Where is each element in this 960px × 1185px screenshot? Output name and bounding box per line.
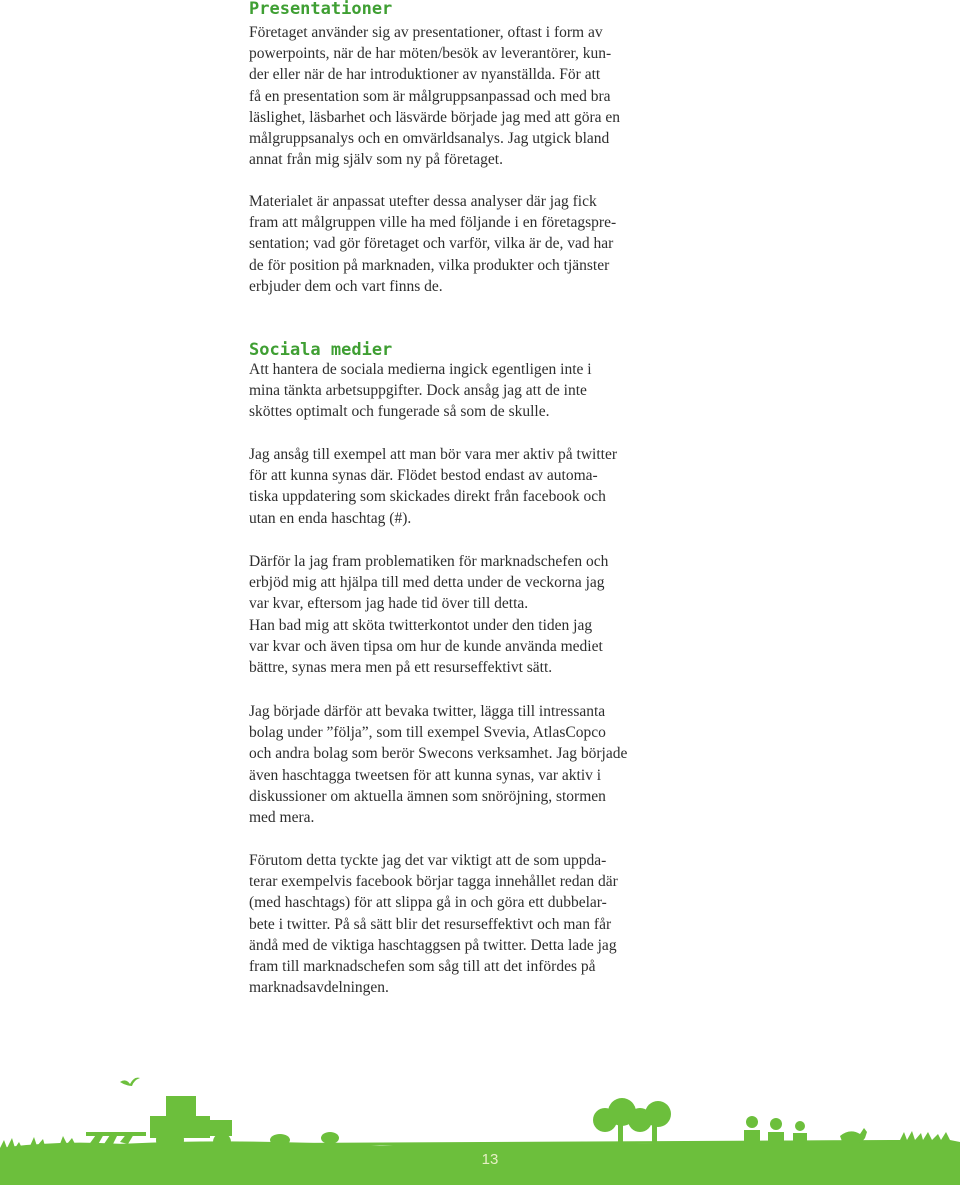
sheep-icon (270, 1134, 290, 1146)
paragraph (249, 551, 679, 678)
text-line: sentation; vad gör företaget och varför, vilka är de, vad har (249, 235, 614, 253)
paragraph (249, 22, 679, 170)
text-line: fram att målgruppen ville ha med följande i en företagspre- (249, 214, 617, 232)
text-line: Han bad mig att sköta twitterkontot under den tiden jag (249, 616, 593, 634)
text-line: erbjöd mig att hjälpa till med detta under de veckorna jag (249, 574, 605, 592)
paragraph (249, 359, 679, 423)
tree-cluster-icon (593, 1098, 671, 1142)
paragraph (249, 191, 679, 297)
paragraph (249, 701, 679, 828)
text-line: ändå med de viktiga haschtaggsen på twitter. Detta lade jag (249, 936, 617, 954)
text-line: der eller när de har introduktioner av nyanställda. För att (249, 66, 601, 84)
text-line: målgruppsanalys och en omvärldsanalys. Jag utgick bland (249, 130, 610, 148)
text-line: Förutom detta tyckte jag det var viktigt att de som uppda- (249, 852, 607, 869)
text-line: de för position på marknaden, vilka produkter och tjänster (249, 256, 610, 274)
text-line: diskussioner om aktuella ämnen som snöröjning, stormen (249, 787, 606, 805)
text-line: var kvar, eftersom jag hade tid över till detta. (249, 595, 529, 613)
text-line: sköttes optimalt och fungerade så som de skulle. (249, 403, 550, 421)
text-line: annat från mig själv som ny på företaget. (249, 151, 503, 169)
section-heading-presentationer: Presentationer (249, 0, 393, 19)
text-line: få en presentation som är målgruppsanpassad och med bra (249, 87, 611, 105)
text-line: fram till marknadschefen som såg till att det infördes på (249, 958, 596, 976)
sheep-icon (321, 1132, 339, 1144)
text-line: marknadsavdelningen. (249, 979, 389, 997)
people-icon (744, 1116, 807, 1144)
text-line: bete i twitter. På så sätt blir det resurseffektivt och man får (249, 915, 612, 933)
section-heading-sociala-medier: Sociala medier (249, 340, 393, 360)
text-line: tiska uppdatering som skickades direkt från facebook och (249, 488, 606, 506)
text-line: Jag började därför att bevaka twitter, lägga till intressanta (249, 703, 606, 720)
text-line: Materialet är anpassat utefter dessa analyser där jag fick (249, 193, 597, 210)
text-line: powerpoints, när de har möten/besök av leverantörer, kun- (249, 45, 612, 63)
text-line: med mera. (249, 809, 315, 827)
text-line: (med haschtags) för att slippa gå in och göra ett dubbelar- (249, 894, 607, 912)
text-line: även haschtagga tweetsen för att kunna synas, var aktiv i (249, 766, 602, 784)
text-line: erbjuder dem och vart finns de. (249, 277, 443, 295)
text-line: och andra bolag som berör Swecons verksamhet. Jag började (249, 745, 628, 763)
text-line: terar exempelvis facebook börjar tagga innehållet redan där (249, 873, 618, 891)
text-line: för att kunna synas där. Flödet bestod endast av automa- (249, 467, 598, 485)
text-line: bolag under ”följa”, som till exempel Svevia, AtlasCopco (249, 724, 606, 742)
text-line: läslighet, läsbarhet och läsvärde började jag med att göra en (249, 108, 620, 126)
text-line: utan en enda haschtag (#). (249, 509, 412, 527)
paragraph (249, 850, 679, 998)
text-line: Därför la jag fram problematiken för marknadschefen och (249, 553, 609, 570)
page-number: 13 (481, 1151, 499, 1168)
text-line: Företaget använder sig av presentationer, oftast i form av (249, 24, 603, 41)
paragraph (249, 444, 679, 529)
text-line: Att hantera de sociala medierna ingick egentligen inte i (249, 361, 592, 378)
bird-icon (120, 1078, 140, 1086)
text-line: bättre, synas mera men på ett resurseffektivt sätt. (249, 659, 553, 677)
text-line: mina tänkta arbetsuppgifter. Dock ansåg jag att de inte (249, 382, 587, 400)
text-line: Jag ansåg till exempel att man bör vara mer aktiv på twitter (249, 446, 617, 463)
text-line: var kvar och även tipsa om hur de kunde använda mediet (249, 637, 603, 655)
